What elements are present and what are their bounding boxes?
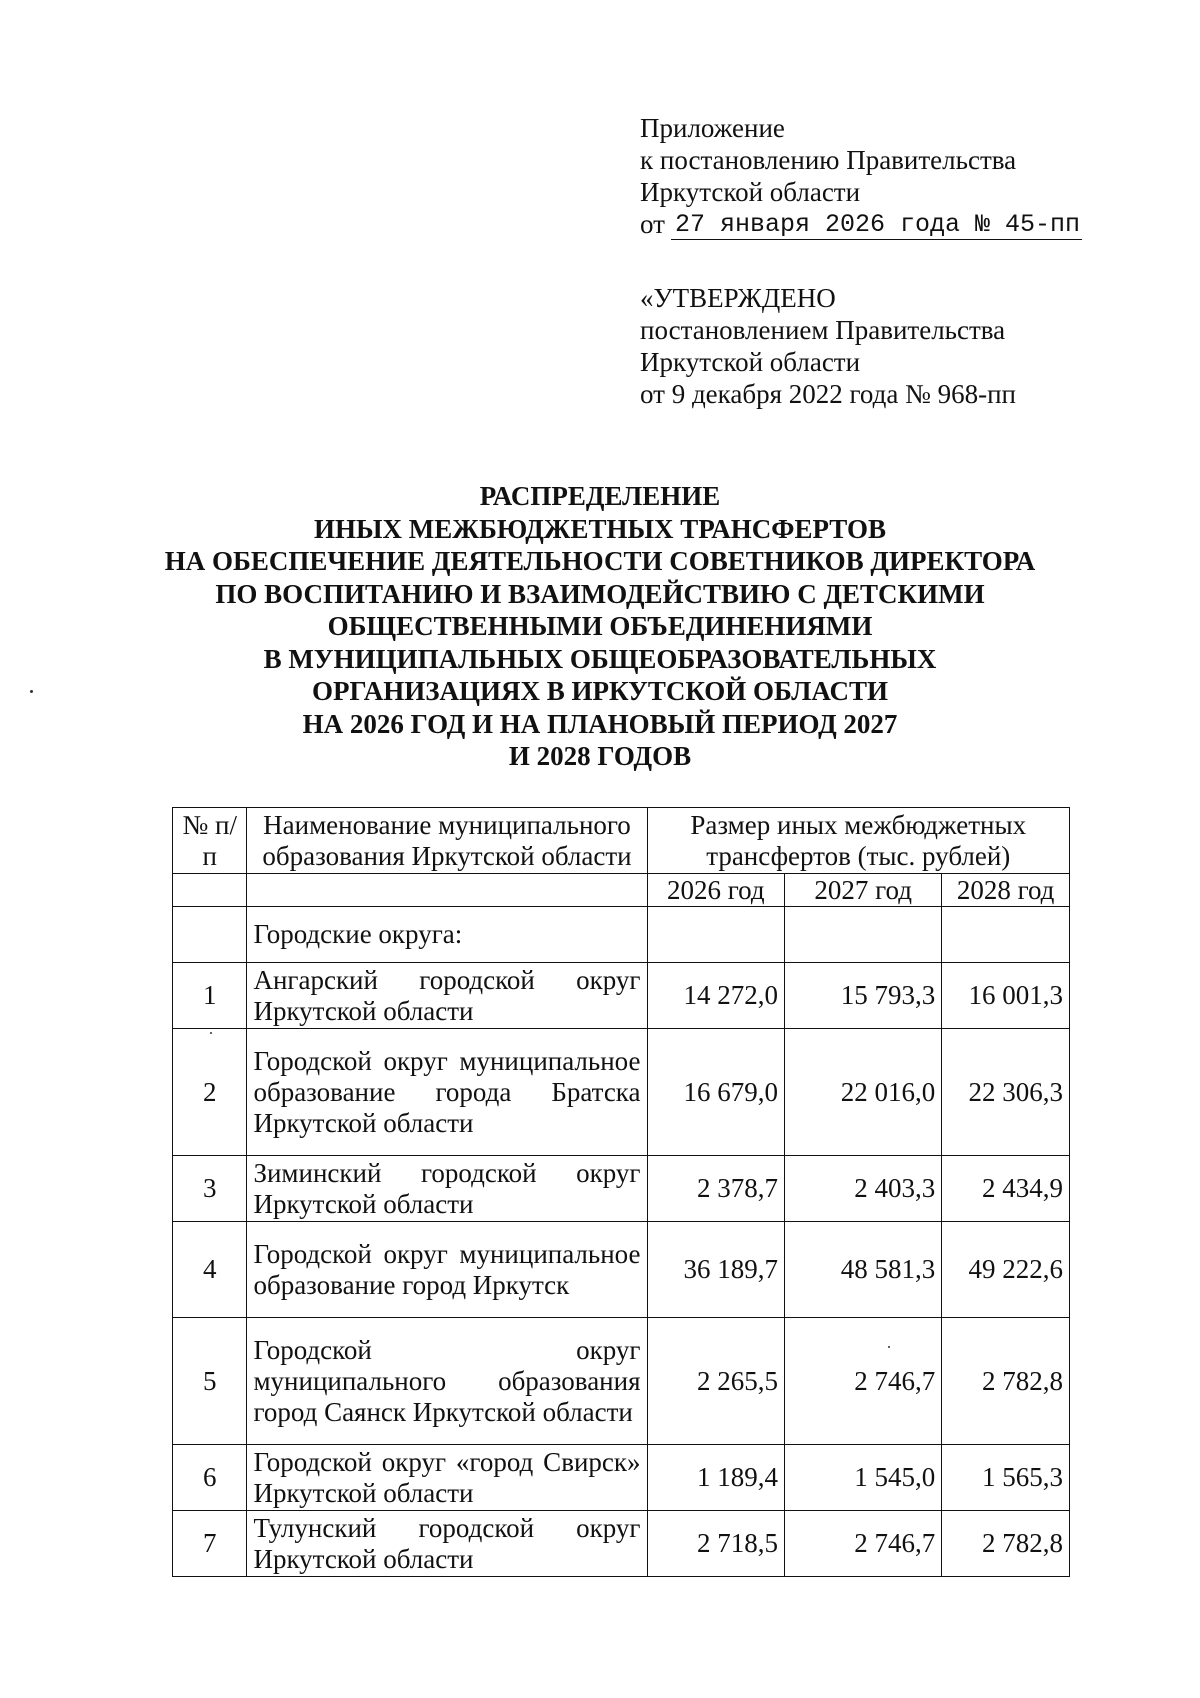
row-value-2026: 2 718,5 xyxy=(647,1511,785,1577)
row-num: 2 xyxy=(173,1029,247,1156)
row-value-2028: 2 782,8 xyxy=(942,1511,1070,1577)
approved-line-1: «УТВЕРЖДЕНО xyxy=(640,283,836,313)
title-line-1: РАСПРЕДЕЛЕНИЕ xyxy=(479,481,721,511)
years-num-empty xyxy=(173,874,247,907)
table-section-row xyxy=(173,907,1070,963)
row-name: Городской округ муниципальное образование город Иркутск xyxy=(247,1222,647,1318)
table-years-row xyxy=(173,874,1070,907)
table-row xyxy=(173,963,1070,1029)
header-year-2026: 2026 год xyxy=(647,874,785,907)
row-value-2027: 2 746,7 xyxy=(785,1511,942,1577)
title-line-6: В МУНИЦИПАЛЬНЫХ ОБЩЕОБРАЗОВАТЕЛЬНЫХ xyxy=(263,643,937,674)
row-name: Тулунский городской округ Иркутской области xyxy=(247,1511,647,1577)
table-row xyxy=(173,1511,1070,1577)
row-value-2028: 1 565,3 xyxy=(942,1445,1070,1511)
title-line-3: НА ОБЕСПЕЧЕНИЕ ДЕЯТЕЛЬНОСТИ СОВЕТНИКОВ ДИРЕКТОРА xyxy=(164,546,1036,576)
section-num-empty xyxy=(173,907,247,963)
row-value-2027: 2 746,7 xyxy=(785,1318,942,1445)
appendix-line-1: Приложение xyxy=(640,113,785,143)
row-value-2026: 16 679,0 xyxy=(647,1029,785,1156)
row-value-2026: 36 189,7 xyxy=(647,1222,785,1318)
title-line-7: ОРГАНИЗАЦИЯХ В ИРКУТСКОЙ ОБЛАСТИ xyxy=(312,676,888,706)
appendix-line-2: к постановлению Правительства xyxy=(640,145,1017,175)
row-value-2028: 2 434,9 xyxy=(942,1156,1070,1222)
header-num: № п/п xyxy=(173,808,247,874)
scan-speck xyxy=(210,1032,212,1034)
row-num: 7 xyxy=(173,1511,247,1577)
row-value-2028: 16 001,3 xyxy=(942,963,1070,1029)
years-name-empty xyxy=(247,874,647,907)
row-value-2027: 2 403,3 xyxy=(785,1156,942,1222)
appendix-date-line xyxy=(640,208,1082,240)
approved-block xyxy=(640,282,1016,410)
row-value-2028: 2 782,8 xyxy=(942,1318,1070,1445)
row-name: Городской округ муниципальное образование города Братска Иркутской области xyxy=(247,1029,647,1156)
header-size: Размер иных межбюджетных трансфертов (тыс. рублей) xyxy=(647,808,1070,874)
appendix-block xyxy=(640,112,1082,240)
scan-speck xyxy=(30,690,33,693)
row-name: Городской округ «город Свирск» Иркутской области xyxy=(247,1445,647,1511)
table-header-row xyxy=(173,808,1070,874)
section-empty-2027 xyxy=(785,907,942,963)
table-row xyxy=(173,1156,1070,1222)
appendix-date-prefix: от xyxy=(640,209,665,239)
row-name: Городской округ муниципального образования город Саянск Иркутской области xyxy=(247,1318,647,1445)
section-label: Городские округа: xyxy=(247,907,647,963)
approved-line-2: постановлением Правительства xyxy=(640,315,1006,345)
row-value-2026: 2 378,7 xyxy=(647,1156,785,1222)
row-value-2027: 1 545,0 xyxy=(785,1445,942,1511)
appendix-date-value: 27 января 2026 года № 45-пп xyxy=(671,211,1082,240)
row-num: 1 xyxy=(173,963,247,1029)
title-line-4: ПО ВОСПИТАНИЮ И ВЗАИМОДЕЙСТВИЮ С ДЕТСКИМИ xyxy=(215,578,985,609)
row-value-2027: 48 581,3 xyxy=(785,1222,942,1318)
row-num: 5 xyxy=(173,1318,247,1445)
appendix-line-3: Иркутской области xyxy=(640,177,861,207)
approved-line-3: Иркутской области xyxy=(640,347,861,377)
row-value-2027: 15 793,3 xyxy=(785,963,942,1029)
row-value-2028: 22 306,3 xyxy=(942,1029,1070,1156)
row-value-2027: 22 016,0 xyxy=(785,1029,942,1156)
header-year-2027: 2027 год xyxy=(785,874,942,907)
title-line-9: И 2028 ГОДОВ xyxy=(508,741,692,771)
row-name: Зиминский городской округ Иркутской области xyxy=(247,1156,647,1222)
table-row xyxy=(173,1445,1070,1511)
header-name: Наименование муниципального образования Иркутской области xyxy=(247,808,647,874)
transfers-table xyxy=(172,807,1070,1577)
row-value-2026: 2 265,5 xyxy=(647,1318,785,1445)
row-name: Ангарский городской округ Иркутской области xyxy=(247,963,647,1029)
table-row xyxy=(173,1318,1070,1445)
section-empty-2028 xyxy=(942,907,1070,963)
scan-speck xyxy=(888,1346,890,1348)
row-num: 4 xyxy=(173,1222,247,1318)
row-value-2026: 14 272,0 xyxy=(647,963,785,1029)
section-empty-2026 xyxy=(647,907,785,963)
document-title xyxy=(0,480,1200,773)
title-line-8: НА 2026 ГОД И НА ПЛАНОВЫЙ ПЕРИОД 2027 xyxy=(302,708,898,739)
table-row xyxy=(173,1222,1070,1318)
title-line-5: ОБЩЕСТВЕННЫМИ ОБЪЕДИНЕНИЯМИ xyxy=(327,611,873,641)
row-num: 3 xyxy=(173,1156,247,1222)
header-year-2028: 2028 год xyxy=(942,874,1070,907)
approved-line-4: от 9 декабря 2022 года № 968-пп xyxy=(640,379,1017,409)
table-row xyxy=(173,1029,1070,1156)
row-num: 6 xyxy=(173,1445,247,1511)
row-value-2026: 1 189,4 xyxy=(647,1445,785,1511)
row-value-2028: 49 222,6 xyxy=(942,1222,1070,1318)
title-line-2: ИНЫХ МЕЖБЮДЖЕТНЫХ ТРАНСФЕРТОВ xyxy=(314,513,886,544)
